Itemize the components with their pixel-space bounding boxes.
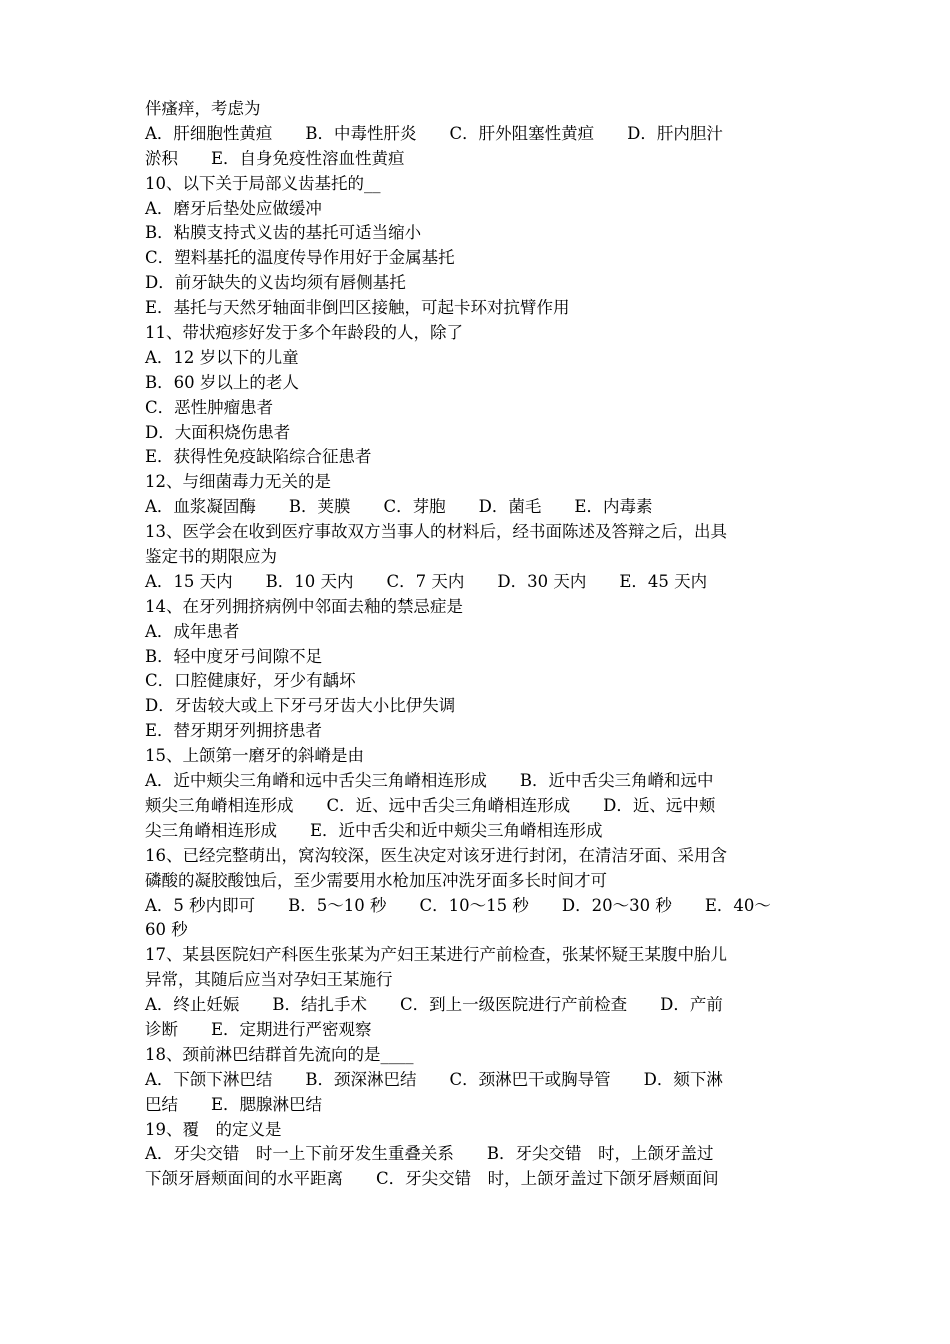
text-line: 13、医学会在收到医疗事故双方当事人的材料后，经书面陈述及答辩之后，出具 (145, 522, 727, 542)
text-line: A．近中颊尖三角嵴和远中舌尖三角嵴相连形成 B．近中舌尖三角嵴和远中 (145, 771, 714, 791)
text-line: A．15 天内 B．10 天内 C．7 天内 D．30 天内 E．45 天内 (145, 571, 708, 591)
text-line: B．60 岁以上的老人 (145, 372, 299, 392)
text-line: A．终止妊娠 B．结扎手术 C．到上一级医院进行产前检查 D．产前 (145, 995, 723, 1015)
text-line: A．牙尖交错 时一上下前牙发生重叠关系 B．牙尖交错 时，上颌牙盖过 (145, 1144, 714, 1164)
text-line: 60 秒 (145, 920, 188, 940)
text-line: 14、在牙列拥挤病例中邻面去釉的禁忌症是 (145, 596, 463, 616)
text-line: 17、某县医院妇产科医生张某为产妇王某进行产前检查，张某怀疑王某腹中胎儿 (145, 945, 727, 965)
text-line: D．大面积烧伤患者 (145, 422, 291, 442)
text-line: A．肝细胞性黄疸 B．中毒性肝炎 C．肝外阻塞性黄疸 D．肝内胆汁 (145, 123, 723, 143)
text-line: C．恶性肿瘤患者 (145, 397, 274, 417)
text-line: 磷酸的凝胶酸蚀后，至少需要用水枪加压冲洗牙面多长时间才可 (145, 870, 607, 890)
text-line: E．获得性免疫缺陷综合征患者 (145, 447, 372, 467)
text-line: A．5 秒内即可 B．5～10 秒 C．10～15 秒 D．20～30 秒 E．40～ (145, 895, 771, 915)
text-line: 15、上颌第一磨牙的斜嵴是由 (145, 746, 364, 766)
text-line: E．替牙期牙列拥挤患者 (145, 721, 323, 741)
text-line: 颊尖三角嵴相连形成 C．近、远中舌尖三角嵴相连形成 D．近、远中颊 (145, 795, 716, 815)
text-line: A．12 岁以下的儿童 (145, 347, 299, 367)
text-line: 16、已经完整萌出，窝沟较深，医生决定对该牙进行封闭，在清洁牙面、采用含 (145, 845, 727, 865)
text-line: A．下颌下淋巴结 B．颈深淋巴结 C．颈淋巴干或胸导管 D．颏下淋 (145, 1069, 723, 1089)
text-line: 12、与细菌毒力无关的是 (145, 472, 331, 492)
text-line: 异常，其随后应当对孕妇王某施行 (145, 970, 393, 990)
text-line: 11、带状疱疹好发于多个年龄段的人，除了 (145, 323, 463, 343)
text-line: C．口腔健康好，牙少有龋坏 (145, 671, 356, 691)
text-line: C．塑料基托的温度传导作用好于金属基托 (145, 248, 455, 268)
text-line: A．磨牙后垫处应做缓冲 (145, 198, 322, 218)
text-line: 下颌牙唇颊面间的水平距离 C．牙尖交错 时，上颌牙盖过下颌牙唇颊面间 (145, 1169, 719, 1189)
text-line: B．轻中度牙弓间隙不足 (145, 646, 323, 666)
text-line: 19、覆 的定义是 (145, 1119, 282, 1139)
text-line: 巴结 E．腮腺淋巴结 (145, 1094, 323, 1114)
text-line: 伴瘙痒，考虑为 (145, 99, 261, 118)
text-line: B．粘膜支持式义齿的基托可适当缩小 (145, 223, 422, 243)
text-line: 诊断 E．定期进行严密观察 (145, 1019, 372, 1039)
text-line: A．血浆凝固酶 B．荚膜 C．芽胞 D．菌毛 E．内毒素 (145, 497, 653, 517)
text-line: 鉴定书的期限应为 (145, 547, 277, 567)
document-body (145, 97, 810, 1192)
text-line: D．牙齿较大或上下牙弓牙齿大小比伊失调 (145, 696, 456, 716)
text-line: D．前牙缺失的义齿均须有唇侧基托 (145, 273, 406, 293)
text-line: 尖三角嵴相连形成 E．近中舌尖和近中颊尖三角嵴相连形成 (145, 820, 603, 840)
text-line: 10、以下关于局部义齿基托的__ (145, 173, 381, 193)
text-line: E．基托与天然牙轴面非倒凹区接触，可起卡环对抗臂作用 (145, 298, 570, 318)
text-line: 18、颈前淋巴结群首先流向的是____ (145, 1044, 414, 1064)
text-line: A．成年患者 (145, 621, 240, 641)
text-line: 淤积 E．自身免疫性溶血性黄疸 (145, 148, 405, 168)
